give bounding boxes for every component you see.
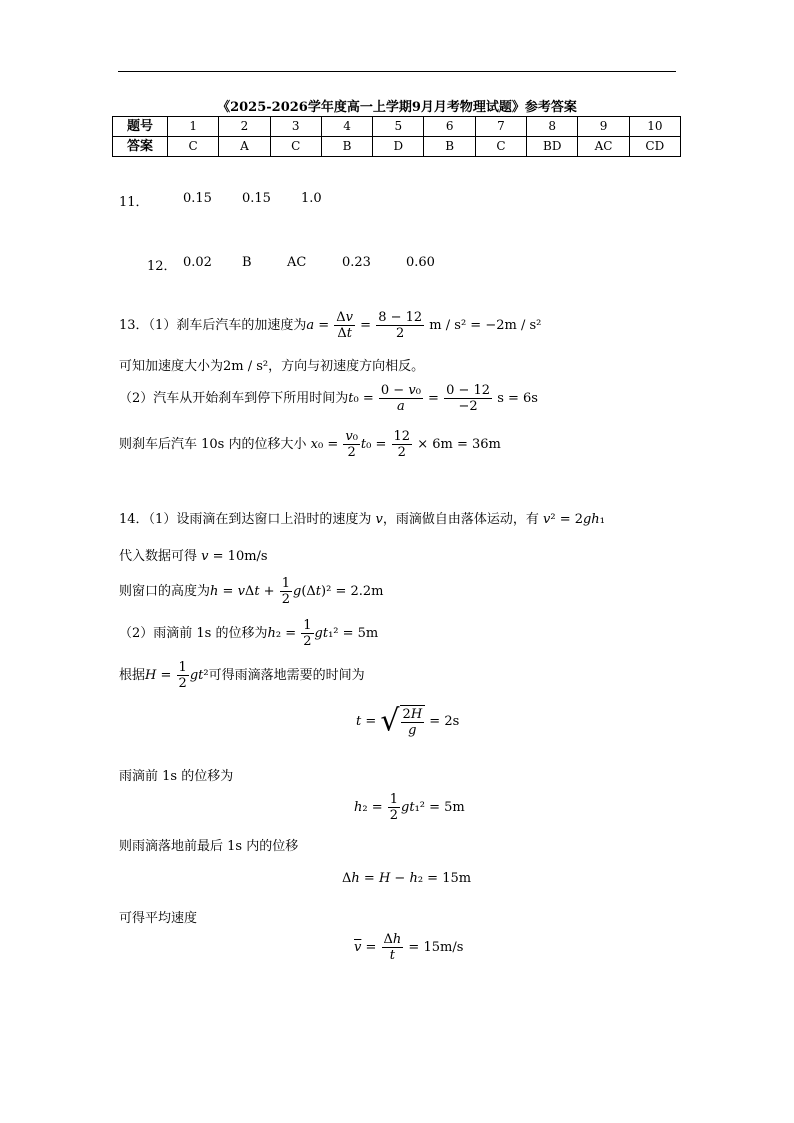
q14-first-second-formula-display: h₂ = $\frac{1}{2}$ gt₁² = 5m: [354, 792, 465, 823]
q13-displacement-formula: x₀ = $\frac{\text{v₀}}{2}$ t₀ = $\frac{12}{2}$ × 6m = 36m: [310, 429, 501, 460]
table-cell: 6: [424, 117, 475, 137]
q14-line-5-text: 根据: [119, 668, 146, 683]
table-cell: 3: [270, 117, 321, 137]
q14-line-1-text: 14．（1）设雨滴在到达窗口上沿时的速度为: [119, 512, 372, 527]
q14-line-2: [119, 545, 268, 564]
table-cell: 8: [527, 117, 578, 137]
q12-answer-4: 0.23: [342, 255, 371, 270]
q14-time-formula: t = √ $\frac{2H}{g}$ = 2s: [356, 703, 460, 739]
q13-line-4: [119, 429, 501, 460]
answer-table: [112, 116, 681, 157]
table-cell: D: [373, 137, 424, 157]
q14-line-4: [119, 618, 378, 649]
table-cell: CD: [629, 137, 680, 157]
q12-answer-5: 0.60: [406, 255, 435, 270]
table-cell: 4: [321, 117, 372, 137]
q14-line-4-text: （2）雨滴前 1s 的位移为: [119, 626, 268, 641]
q12-answer-1: 0.02: [183, 255, 212, 270]
table-cell: C: [168, 137, 219, 157]
q13-line-3: [119, 383, 538, 414]
q13-line-1-text: 13．（1）刹车后汽车的加速度为: [119, 318, 307, 333]
q14-free-fall-formula: v² = 2gh₁: [542, 512, 605, 527]
q14-line-1-mid: ，雨滴做自由落体运动，有: [382, 512, 539, 527]
q14-height-formula: H = $\frac{1}{2}$ gt²: [145, 660, 209, 691]
q13-time-formula: t₀ = $\frac{\text{0 − v₀}}{a}$ = $\frac{0 - 12}{-2}$ s = 6s: [348, 383, 538, 414]
table-row-answers: [113, 137, 681, 157]
q14-line-8: 可得平均速度: [119, 911, 198, 926]
table-cell: 1: [168, 117, 219, 137]
q14-window-height-formula: h = vΔt + $\frac{1}{2}$ g(Δt)² = 2.2m: [210, 576, 384, 607]
table-cell: AC: [578, 137, 629, 157]
table-cell: B: [424, 137, 475, 157]
table-cell: 10: [629, 117, 680, 137]
q12-answer-3: AC: [287, 255, 307, 270]
q12-answer-2: B: [242, 255, 252, 270]
table-cell: 9: [578, 117, 629, 137]
q13-line-1: [119, 310, 541, 341]
q14-line-7: 则雨滴落地前最后 1s 内的位移: [119, 839, 299, 854]
table-header-answer: 答案: [113, 137, 168, 157]
q13-line-2-tail: ，方向与初速度方向相反。: [268, 359, 425, 374]
q14-first-second-formula: h₂ = $\frac{1}{2}$ gt₁² = 5m: [267, 618, 379, 649]
q14-average-velocity-formula: $\overline{v}$ = $\frac{\Delta h}{t}$ = 15m/s: [354, 932, 464, 963]
q12-number: 12．: [147, 259, 177, 274]
table-row-numbers: [113, 117, 681, 137]
table-cell: 2: [219, 117, 270, 137]
table-cell: 5: [373, 117, 424, 137]
table-cell: B: [321, 137, 372, 157]
q13-line-2: [119, 355, 424, 374]
page-title: 《2025-2026学年度高一上学期9月月考物理试题》参考答案: [217, 100, 577, 115]
q13-line-3-text: （2）汽车从开始刹车到停下所用时间为: [119, 391, 349, 406]
q11-answer-3: 1.0: [301, 191, 322, 206]
q13-line-2-text: 可知加速度大小为: [119, 359, 224, 374]
q14-last-second-formula: Δh = H − h₂ = 15m: [342, 871, 472, 886]
q11-answer-2: 0.15: [242, 191, 271, 206]
table-cell: C: [270, 137, 321, 157]
q11-number: 11．: [119, 195, 149, 210]
q14-line-1: 14．（1）设雨滴在到达窗口上沿时的速度为 v，雨滴做自由落体运动，有 v² = 2gh₁: [119, 512, 605, 527]
table-header-number: 题号: [113, 117, 168, 137]
table-cell: A: [219, 137, 270, 157]
q13-line-4-text: 则刹车后汽车 10s 内的位移大小: [119, 437, 307, 452]
q14-line-5-tail: 可得雨滴落地需要的时间为: [208, 668, 365, 683]
q13-accel-magnitude: 2m / s²: [223, 359, 269, 374]
q14-line-3-text: 则窗口的高度为: [119, 584, 211, 599]
q14-line-3: [119, 576, 383, 607]
q14-line-5: [119, 660, 365, 691]
q14-line-6: 雨滴前 1s 的位移为: [119, 769, 234, 784]
q14-line-2-text: 代入数据可得: [119, 549, 198, 564]
q14-velocity-value: v = 10m/s: [201, 549, 268, 564]
q13-acceleration-formula: a = $\frac{\Delta v}{\Delta t}$ = $\frac{8 - 12}{2}$ m / s² = −2m / s²: [306, 310, 542, 341]
table-cell: BD: [527, 137, 578, 157]
top-rule: [118, 71, 676, 72]
table-cell: 7: [475, 117, 526, 137]
q11-answer-1: 0.15: [183, 191, 212, 206]
table-cell: C: [475, 137, 526, 157]
